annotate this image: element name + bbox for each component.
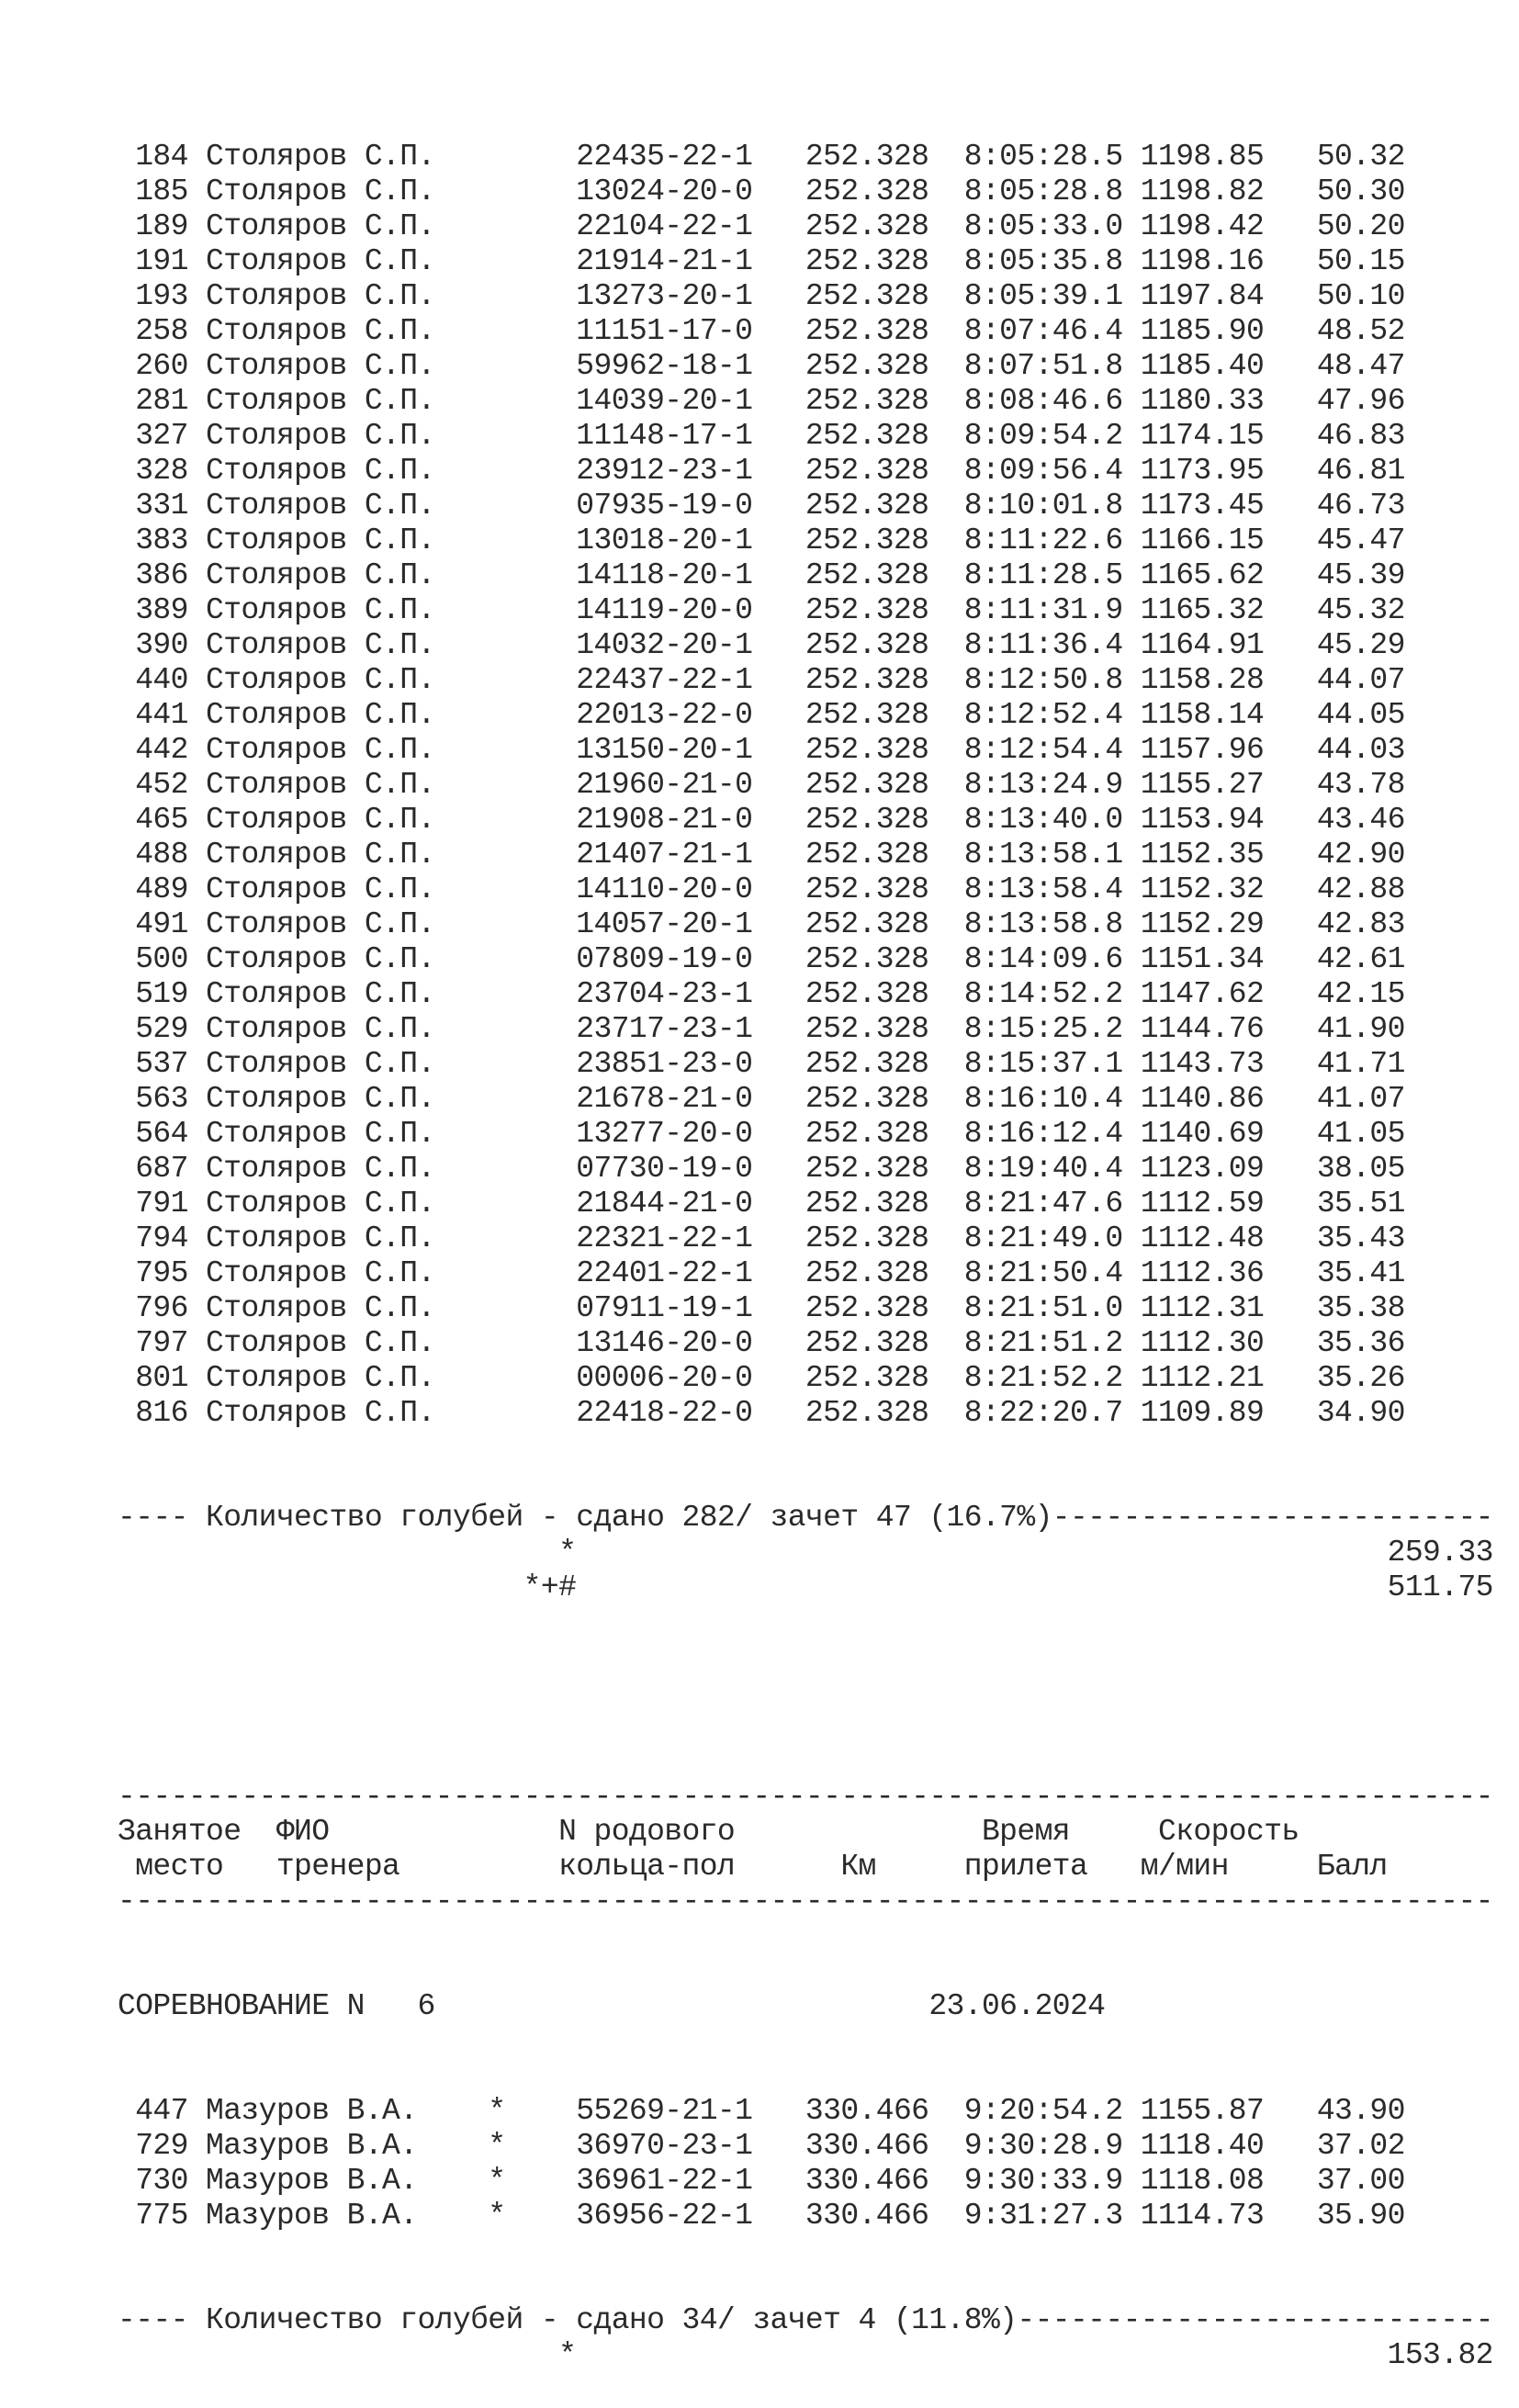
- spacer: [118, 1675, 1493, 1710]
- table-row: 184 Столяров С.П. 22435-22-1 252.328 8:05:28.5 1198.85 50.32: [118, 140, 1405, 174]
- table-row: 488 Столяров С.П. 21407-21-1 252.328 8:13:58.1 1152.35 42.90: [118, 838, 1405, 872]
- table-row: 791 Столяров С.П. 21844-21-0 252.328 8:21:47.6 1112.59 35.51: [118, 1187, 1405, 1221]
- header-line-1: Занятое ФИО N родового Время Скорость: [118, 1815, 1300, 1849]
- table-row: 491 Столяров С.П. 14057-20-1 252.328 8:13:58.8 1152.29 42.83: [118, 907, 1405, 941]
- total-line: * 153.82: [118, 2338, 1493, 2372]
- summary-line: ---- Количество голубей - сдано 34/ зачет 4 (11.8%)---------------------------: [118, 2303, 1493, 2337]
- table-row: 537 Столяров С.П. 23851-23-0 252.328 8:15:37.1 1143.73 41.71: [118, 1047, 1405, 1081]
- results-sheet: [118, 70, 1493, 2408]
- table-row: 441 Столяров С.П. 22013-22-0 252.328 8:12:52.4 1158.14 44.05: [118, 698, 1405, 732]
- table-row: 465 Столяров С.П. 21908-21-0 252.328 8:13:40.0 1153.94 43.46: [118, 803, 1405, 837]
- table-row: 529 Столяров С.П. 23717-23-1 252.328 8:15:25.2 1144.76 41.90: [118, 1012, 1405, 1046]
- divider: ------------------------------------------------------------------------------: [118, 1885, 1493, 1919]
- total-line: * 259.33: [118, 1536, 1493, 1570]
- table-row: 386 Столяров С.П. 14118-20-1 252.328 8:11:28.5 1165.62 45.39: [118, 558, 1405, 592]
- competition-line: СОРЕВНОВАНИЕ N 6 23.06.2024: [118, 1989, 1106, 2023]
- table-row: 797 Столяров С.П. 13146-20-0 252.328 8:21:51.2 1112.30 35.36: [118, 1326, 1405, 1360]
- competition-title: [118, 1989, 1493, 2024]
- table-row: 563 Столяров С.П. 21678-21-0 252.328 8:16:10.4 1140.86 41.07: [118, 1082, 1405, 1116]
- table-row: 258 Столяров С.П. 11151-17-0 252.328 8:07:46.4 1185.90 48.52: [118, 314, 1405, 348]
- table-row: 193 Столяров С.П. 13273-20-1 252.328 8:05:39.1 1197.84 50.10: [118, 279, 1405, 313]
- table-row: 327 Столяров С.П. 11148-17-1 252.328 8:09:54.2 1174.15 46.83: [118, 419, 1405, 453]
- table-row: 281 Столяров С.П. 14039-20-1 252.328 8:08:46.6 1180.33 47.96: [118, 384, 1405, 418]
- table-row: 189 Столяров С.П. 22104-22-1 252.328 8:05:33.0 1198.42 50.20: [118, 209, 1405, 243]
- section1-summary: [118, 1501, 1493, 1605]
- table-row: 185 Столяров С.П. 13024-20-0 252.328 8:05:28.8 1198.82 50.30: [118, 174, 1405, 208]
- table-row: 795 Столяров С.П. 22401-22-1 252.328 8:21:50.4 1112.36 35.41: [118, 1256, 1405, 1290]
- table-row: 489 Столяров С.П. 14110-20-0 252.328 8:13:58.4 1152.32 42.88: [118, 872, 1405, 906]
- table-row: 440 Столяров С.П. 22437-22-1 252.328 8:12:50.8 1158.28 44.07: [118, 663, 1405, 697]
- table-row: 730 Мазуров В.А. * 36961-22-1 330.466 9:30:33.9 1118.08 37.00: [118, 2164, 1405, 2198]
- summary-line: ---- Количество голубей - сдано 282/ зачет 47 (16.7%)-------------------------: [118, 1501, 1493, 1535]
- table-row: 500 Столяров С.П. 07809-19-0 252.328 8:14:09.6 1151.34 42.61: [118, 942, 1405, 976]
- divider: ------------------------------------------------------------------------------: [118, 1780, 1493, 1814]
- table-row: 383 Столяров С.П. 13018-20-1 252.328 8:11:22.6 1166.15 45.47: [118, 523, 1405, 557]
- table-row: 801 Столяров С.П. 00006-20-0 252.328 8:21:52.2 1112.21 35.26: [118, 1361, 1405, 1395]
- table-row: 328 Столяров С.П. 23912-23-1 252.328 8:09:56.4 1173.95 46.81: [118, 454, 1405, 488]
- table-row: 442 Столяров С.П. 13150-20-1 252.328 8:12:54.4 1157.96 44.03: [118, 733, 1405, 767]
- table-row: 389 Столяров С.П. 14119-20-0 252.328 8:11:31.9 1165.32 45.32: [118, 593, 1405, 627]
- table-row: 564 Столяров С.П. 13277-20-0 252.328 8:16:12.4 1140.69 41.05: [118, 1117, 1405, 1151]
- table-row: 775 Мазуров В.А. * 36956-22-1 330.466 9:31:27.3 1114.73 35.90: [118, 2199, 1405, 2233]
- section2-rows: [118, 2094, 1493, 2234]
- table-row: 452 Столяров С.П. 21960-21-0 252.328 8:13:24.9 1155.27 43.78: [118, 768, 1405, 802]
- section1-rows: [118, 140, 1493, 1431]
- table-row: 191 Столяров С.П. 21914-21-1 252.328 8:05:35.8 1198.16 50.15: [118, 244, 1405, 278]
- table-row: 816 Столяров С.П. 22418-22-0 252.328 8:22:20.7 1109.89 34.90: [118, 1396, 1405, 1430]
- table-row: 729 Мазуров В.А. * 36970-23-1 330.466 9:30:28.9 1118.40 37.02: [118, 2129, 1405, 2163]
- table-row: 260 Столяров С.П. 59962-18-1 252.328 8:07:51.8 1185.40 48.47: [118, 349, 1405, 383]
- table-row: 519 Столяров С.П. 23704-23-1 252.328 8:14:52.2 1147.62 42.15: [118, 977, 1405, 1011]
- table-row: 796 Столяров С.П. 07911-19-1 252.328 8:21:51.0 1112.31 35.38: [118, 1291, 1405, 1325]
- table-row: 447 Мазуров В.А. * 55269-21-1 330.466 9:20:54.2 1155.87 43.90: [118, 2094, 1405, 2128]
- table-row: 331 Столяров С.П. 07935-19-0 252.328 8:10:01.8 1173.45 46.73: [118, 489, 1405, 523]
- header-line-2: место тренера кольца-пол Км прилета м/мин Балл: [118, 1850, 1388, 1884]
- total-line: *+# 511.75: [118, 1570, 1493, 1604]
- table-row: 390 Столяров С.П. 14032-20-1 252.328 8:11:36.4 1164.91 45.29: [118, 628, 1405, 662]
- table-header: [118, 1780, 1493, 1919]
- table-row: 794 Столяров С.П. 22321-22-1 252.328 8:21:49.0 1112.48 35.43: [118, 1221, 1405, 1255]
- section2-summary: [118, 2303, 1493, 2373]
- table-row: 687 Столяров С.П. 07730-19-0 252.328 8:19:40.4 1123.09 38.05: [118, 1152, 1405, 1186]
